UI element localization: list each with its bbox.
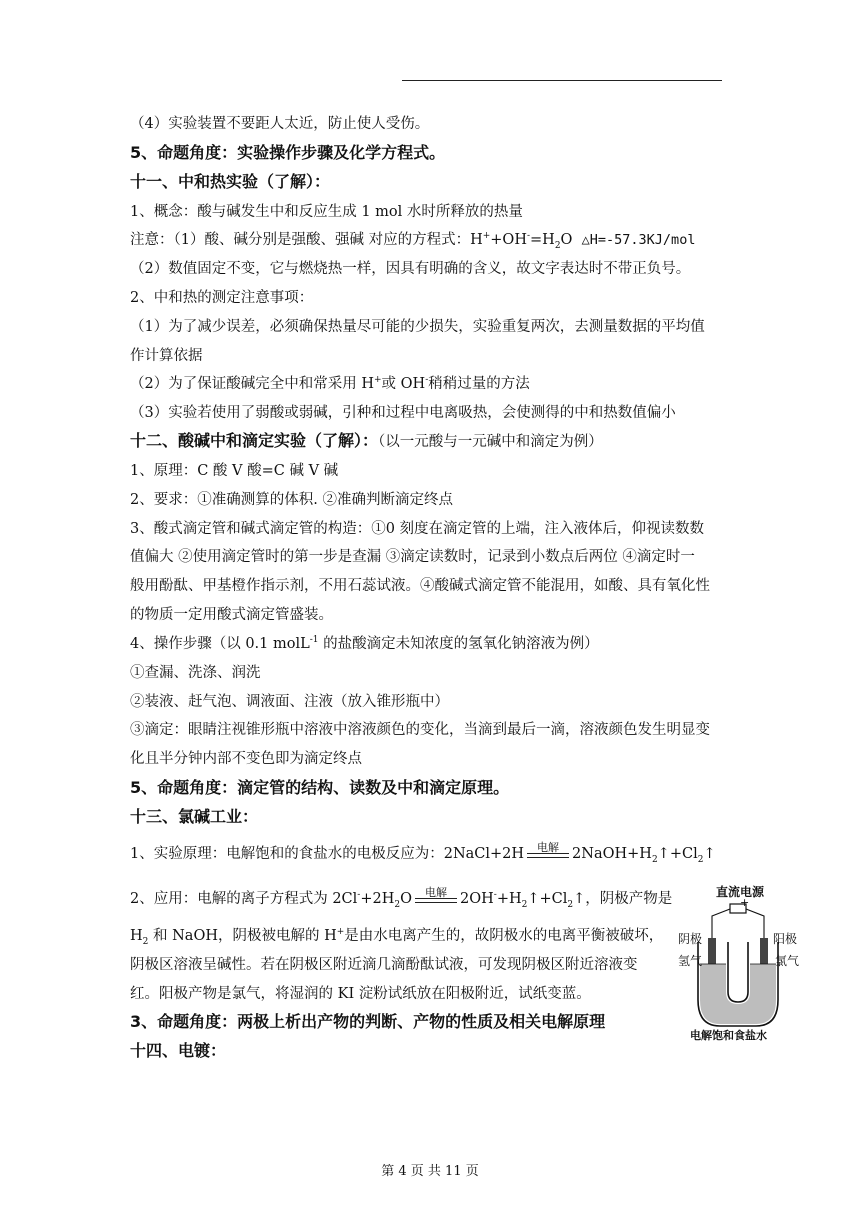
text-line: 注意：（1）酸、碱分别是强酸、强碱 对应的方程式：$H^++OH^-=H_2O$ △H=-57.3KJ/mol — [130, 231, 696, 251]
text-line: 4、操作步骤（以 0.1 molL$^{-1}$ 的盐酸滴定未知浓度的氢氧化钠溶液为例） — [130, 635, 599, 652]
text-line: 阴极区溶液呈碱性。若在阴极区附近滴几滴酚酞试液，可发现阴极区附近溶液变 — [130, 957, 638, 973]
text-line: （2）数值固定不变，它与燃烧热一样，因具有明确的含义，故文字表达时不带正负号。 — [130, 261, 691, 277]
section-heading: 十二、酸碱中和滴定实验（了解）：（以一元酸与一元碱中和滴定为例） — [130, 431, 603, 450]
section-heading: 5、命题角度：实验操作步骤及化学方程式。 — [130, 143, 446, 162]
hydrogen-label: 氢气 — [678, 954, 703, 968]
plus-sign: + — [740, 896, 750, 909]
power-source-label: 直流电源 — [716, 885, 765, 899]
text-line: 1、实验原理：电解饱和的食盐水的电极反应为：2NaCl+2H 电解 $2NaOH+H_2↑+Cl_2↑$ — [130, 841, 716, 865]
text-line: 2、应用：电解的离子方程式为 $2Cl^-+2H_2O$ 电解 $2OH^-+H_2↑+Cl_2↑$，阴极产物是 — [130, 886, 673, 910]
section-heading: 十四、电镀： — [130, 1041, 227, 1060]
text-line: 1、原理：C 酸 V 酸=C 碱 V 碱 — [130, 463, 339, 479]
reaction-condition: 电解 — [525, 844, 571, 862]
section-heading: 3、命题角度：两极上析出产物的判断、产物的性质及相关电解原理 — [130, 1012, 606, 1031]
text-line: 3、酸式滴定管和碱式滴定管的构造：①0 刻度在滴定管的上端，注入液体后，仰视读数数 — [130, 521, 705, 537]
cathode-label: 阴极 — [678, 932, 703, 946]
text-line: ③滴定：眼睛注视锥形瓶中溶液中溶液颜色的变化，当滴到最后一滴，溶液颜色发生明显变 — [130, 722, 710, 738]
header-rule — [402, 80, 722, 81]
text-line: 红。阳极产物是氯气，将湿润的 KI 淀粉试纸放在阳极附近，试纸变蓝。 — [130, 986, 591, 1002]
text-line: 1、概念：酸与碱发生中和反应生成 1 mol 水时所释放的热量 — [130, 204, 523, 220]
anode-label: 阳极 — [773, 932, 798, 946]
reaction-condition: 电解 — [413, 889, 459, 907]
text-line: ②装液、赶气泡、调液面、注液（放入锥形瓶中） — [130, 694, 449, 710]
page-footer: 第 4 页 共 11 页 — [381, 1164, 479, 1179]
electrolysis-diagram — [672, 880, 802, 1040]
text-line: 化且半分钟内部不变色即为滴定终点 — [130, 751, 362, 767]
text-line: $H_2$ 和 NaOH，阴极被电解的 H+是由水电离产生的，故阴极水的电离平衡被破坏， — [130, 927, 664, 947]
section-heading: 十三、氯碱工业： — [130, 807, 259, 826]
minus-sign: - — [732, 897, 736, 910]
text-line: 作计算依据 — [130, 348, 203, 364]
text-line: 2、要求：①准确测算的体积. ②准确判断滴定终点 — [130, 492, 453, 508]
text-line: （1）为了减少误差，必须确保热量尽可能的少损失，实验重复两次，去测量数据的平均值 — [130, 319, 705, 335]
section-heading: 十一、中和热实验（了解）： — [130, 172, 331, 191]
text-line: 般用酚酞、甲基橙作指示剂，不用石蕊试液。④酸碱式滴定管不能混用，如酸、具有氧化性 — [130, 578, 710, 594]
text-line: 的物质一定用酸式滴定管盛装。 — [130, 607, 333, 623]
chlorine-label: 氯气 — [775, 954, 800, 968]
text-line: （3）实验若使用了弱酸或弱碱，引种和过程中电离吸热，会使测得的中和热数值偏小 — [130, 405, 676, 421]
section-heading: 5、命题角度：滴定管的结构、读数及中和滴定原理。 — [130, 778, 510, 797]
text-line: （4）实验装置不要距人太近，防止使人受伤。 — [130, 116, 430, 132]
figure-caption: 电解饱和食盐水 — [690, 1029, 767, 1042]
text-line: ①查漏、洗涤、润洗 — [130, 665, 261, 681]
text-line: 值偏大 ②使用滴定管时的第一步是查漏 ③滴定读数时，记录到小数点后两位 ④滴定时一 — [130, 549, 695, 565]
text-line: 2、中和热的测定注意事项： — [130, 290, 314, 306]
text-line: （2）为了保证酸碱完全中和常采用 H+或 OH-稍稍过量的方法 — [130, 375, 530, 392]
